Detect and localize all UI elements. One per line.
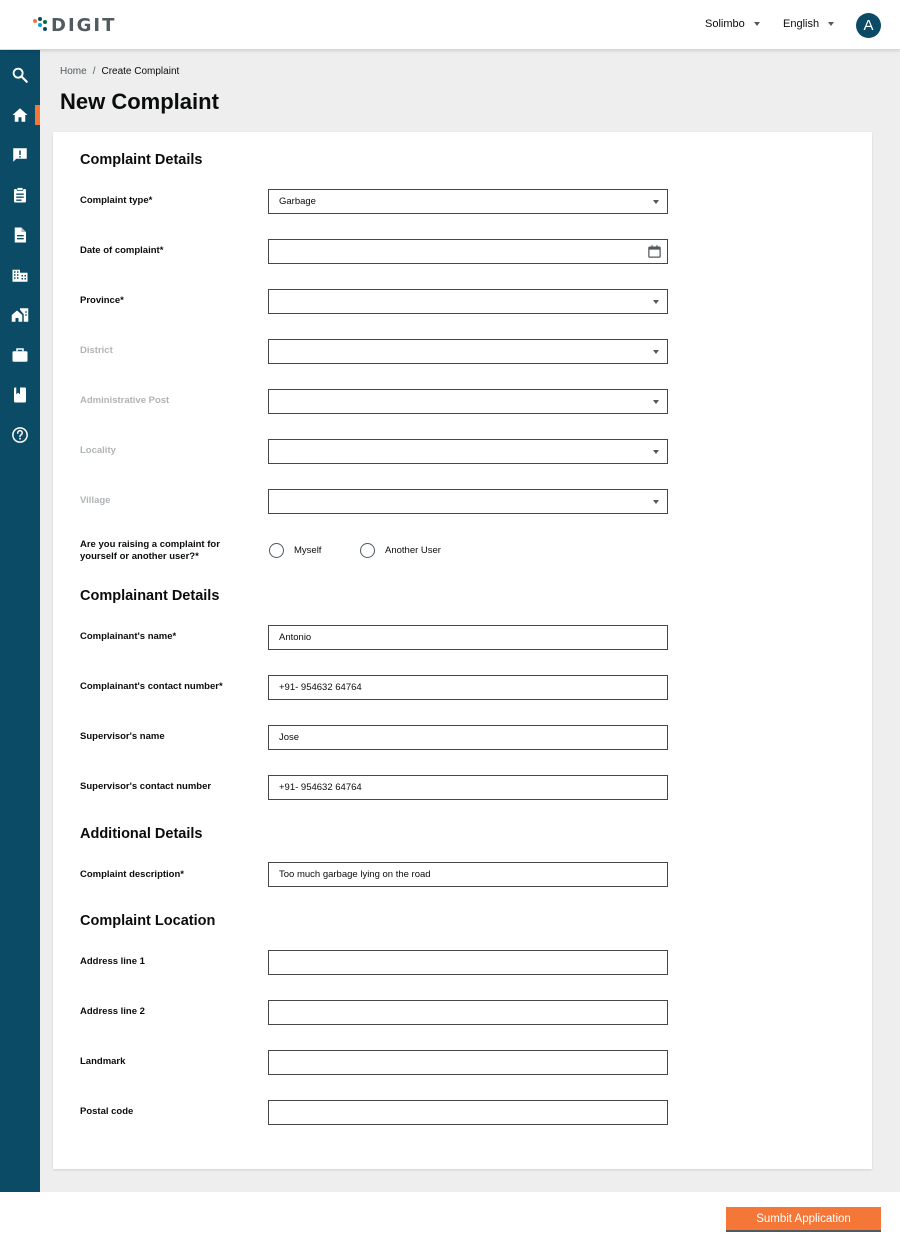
- breadcrumb: [60, 66, 179, 77]
- search-icon[interactable]: [10, 65, 30, 85]
- complaint-type-select[interactable]: [268, 189, 668, 214]
- radio-another-user-label: Another User: [385, 545, 441, 556]
- book-icon[interactable]: [10, 385, 30, 405]
- logo-mark-icon: [33, 17, 47, 33]
- breadcrumb-separator: /: [92, 66, 96, 77]
- breadcrumb-current: Create Complaint: [101, 66, 180, 77]
- chevron-down-icon: [653, 300, 659, 304]
- address-line-1-label: Address line 1: [80, 956, 145, 967]
- supervisor-name-input[interactable]: [268, 725, 668, 750]
- complaint-details-title: Complaint Details: [80, 152, 203, 168]
- complaint-location-title: Complaint Location: [80, 913, 216, 929]
- logo-text: DIGIT: [51, 14, 117, 36]
- property-icon[interactable]: [10, 305, 30, 325]
- complaint-description-value: Too much garbage lying on the road: [279, 869, 431, 880]
- complainant-contact-label: Complainant's contact number*: [80, 681, 223, 692]
- sidebar: [0, 50, 40, 1192]
- additional-details-title: Additional Details: [80, 826, 203, 842]
- city-dropdown[interactable]: [705, 18, 760, 30]
- complainant-contact-value: +91- 954632 64764: [279, 682, 362, 693]
- supervisor-contact-value: +91- 954632 64764: [279, 782, 362, 793]
- language-label: English: [783, 18, 820, 30]
- radio-circle[interactable]: [360, 543, 375, 558]
- province-label: Province*: [80, 295, 124, 306]
- complaint-icon[interactable]: [10, 145, 30, 165]
- locality-select[interactable]: [268, 439, 668, 464]
- complainant-name-label: Complainant's name*: [80, 631, 177, 642]
- breadcrumb-home-link[interactable]: Home: [60, 66, 87, 77]
- building-icon[interactable]: [10, 265, 30, 285]
- address-line-2-label: Address line 2: [80, 1006, 145, 1017]
- language-dropdown[interactable]: [783, 18, 834, 30]
- home-icon[interactable]: [10, 105, 30, 125]
- complainant-name-input[interactable]: [268, 625, 668, 650]
- complaint-type-label: Complaint type*: [80, 195, 153, 206]
- briefcase-icon[interactable]: [10, 345, 30, 365]
- help-icon[interactable]: [10, 425, 30, 445]
- raising-for-label: Are you raising a complaint for yourself or another user?*: [80, 539, 220, 562]
- complaint-type-value: Garbage: [279, 196, 316, 207]
- submit-application-button[interactable]: Sumbit Application: [726, 1207, 881, 1232]
- chevron-down-icon: [653, 200, 659, 204]
- locality-label: Locality: [80, 445, 116, 456]
- radio-myself[interactable]: [269, 543, 321, 558]
- administrative-post-label: Administrative Post: [80, 395, 170, 406]
- complainant-details-title: Complainant Details: [80, 588, 220, 604]
- postal-code-input[interactable]: [268, 1100, 668, 1125]
- chevron-down-icon: [754, 22, 760, 26]
- radio-circle[interactable]: [269, 543, 284, 558]
- province-select[interactable]: [268, 289, 668, 314]
- complainant-name-value: Antonio: [279, 632, 312, 643]
- supervisor-contact-label: Supervisor's contact number: [80, 781, 212, 792]
- postal-code-label: Postal code: [80, 1106, 134, 1117]
- village-select[interactable]: [268, 489, 668, 514]
- active-indicator: [35, 105, 40, 125]
- date-input[interactable]: [268, 239, 668, 264]
- digit-logo[interactable]: [33, 14, 116, 36]
- complaint-description-input[interactable]: [268, 862, 668, 887]
- village-label: Village: [80, 495, 111, 506]
- address-line-2-input[interactable]: [268, 1000, 668, 1025]
- chevron-down-icon: [828, 22, 834, 26]
- date-label: Date of complaint*: [80, 245, 164, 256]
- radio-myself-label: Myself: [294, 545, 322, 556]
- landmark-input[interactable]: [268, 1050, 668, 1075]
- district-label: District: [80, 345, 113, 356]
- chevron-down-icon: [653, 350, 659, 354]
- supervisor-contact-input[interactable]: [268, 775, 668, 800]
- administrative-post-select[interactable]: [268, 389, 668, 414]
- complainant-contact-input[interactable]: [268, 675, 668, 700]
- chevron-down-icon: [653, 450, 659, 454]
- document-icon[interactable]: [10, 225, 30, 245]
- landmark-label: Landmark: [80, 1056, 126, 1067]
- calendar-icon[interactable]: [647, 244, 662, 259]
- radio-another-user[interactable]: [360, 543, 441, 558]
- top-header: [0, 0, 900, 50]
- city-label: Solimbo: [705, 18, 745, 30]
- address-line-1-input[interactable]: [268, 950, 668, 975]
- supervisor-name-value: Jose: [279, 732, 300, 743]
- complaint-description-label: Complaint description*: [80, 869, 184, 880]
- avatar[interactable]: A: [856, 13, 881, 38]
- clipboard-icon[interactable]: [10, 185, 30, 205]
- page-title: New Complaint: [60, 89, 219, 114]
- chevron-down-icon: [653, 400, 659, 404]
- district-select[interactable]: [268, 339, 668, 364]
- supervisor-name-label: Supervisor's name: [80, 731, 165, 742]
- chevron-down-icon: [653, 500, 659, 504]
